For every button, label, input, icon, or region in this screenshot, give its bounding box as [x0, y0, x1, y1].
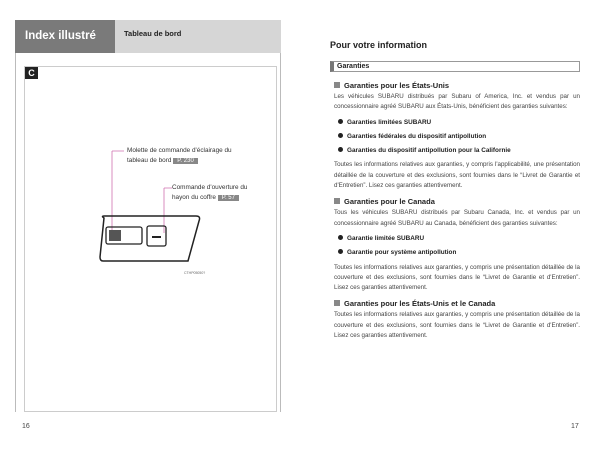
paragraph: Les véhicules SUBARU distribués par Subaru of America, Inc. et vendus par un concessionnaire agréé SUBARU aux États-Unis, bénéficient des garanties suivantes:: [334, 93, 580, 111]
section-bar: Garanties: [330, 61, 580, 72]
section-header: Index illustré: [15, 20, 115, 53]
paragraph: Tous les véhicules SUBARU distribués par Subaru Canada, Inc. et vendus par un concessionnaire agréé SUBARU au Canada, bénéficient des garanties suivantes:: [334, 209, 580, 227]
bullet-icon: [338, 133, 343, 138]
heading-us: [334, 80, 580, 91]
bullet-text: Garantie pour système antipollution: [347, 249, 457, 257]
callout-hatch: [172, 183, 247, 203]
square-bullet-icon: [334, 198, 340, 204]
bullet-icon: [338, 235, 343, 240]
bullet-item: [338, 248, 580, 258]
heading-text: Garanties pour les États-Unis: [344, 81, 450, 90]
bullet-text: Garantie limitée SUBARU: [347, 234, 425, 242]
bullet-text: Garanties du dispositif antipollution pour la Californie: [347, 147, 511, 155]
bullet-text: Garanties fédérales du dispositif antipollution: [347, 132, 487, 140]
page-number-left: 16: [22, 423, 30, 430]
callout-text: Commande d'ouverture du: [172, 184, 248, 191]
bullet-item: [338, 146, 580, 156]
bullet-item: [338, 132, 580, 142]
callout-text: tableau de bord: [127, 157, 172, 164]
paragraph: Toutes les informations relatives aux garanties, y compris l'applicabilité, une présentation détaillée de la couverture et des exclusions, sont fournies dans le “Livret de Garantie et d'Entretien”. Lisez ces garanties attentivement.: [334, 161, 580, 190]
callout-text: hayon du coffre: [172, 194, 216, 201]
panel-label: C: [25, 67, 38, 79]
paragraph: Toutes les informations relatives aux garanties, y compris une présentation détaillée de la couverture et des exclusions, sont fournies dans le “Livret de Garantie et d'Entretien”. Lisez ces garanties attentivement.: [334, 263, 580, 292]
bullet-item: [338, 234, 580, 244]
callout-text: Molette de commande d'éclairage du: [127, 147, 232, 154]
warranty-content: [330, 80, 580, 346]
bullet-icon: [338, 119, 343, 124]
subsection-header: Tableau de bord: [115, 20, 281, 53]
paragraph: Toutes les informations relatives aux garanties, y compris une présentation détaillée de la couverture et des exclusions, sont fournies dans le “Livret de Garantie et d'Entretien”. Lisez ces garanties attentivement.: [334, 311, 580, 340]
heading-us-canada: [334, 298, 580, 309]
heading-text: Garanties pour les États-Unis et le Canada: [344, 299, 496, 309]
callout-dimmer: [127, 146, 232, 166]
bullet-item: [338, 118, 580, 128]
page-title: Pour votre information: [330, 40, 428, 50]
bullet-icon: [338, 147, 343, 152]
bullet-text: Garanties limitées SUBARU: [347, 118, 432, 126]
square-bullet-icon: [334, 82, 340, 88]
page-reference-link[interactable]: P. 230: [173, 158, 198, 164]
square-bullet-icon: [334, 300, 340, 306]
heading-text: Garanties pour le Canada: [344, 197, 435, 207]
heading-canada: [334, 196, 580, 207]
page-number-right: 17: [571, 423, 579, 430]
page-reference-link[interactable]: P. 57: [218, 195, 239, 201]
bullet-icon: [338, 249, 343, 254]
image-code: CTHP05050?: [184, 271, 206, 275]
